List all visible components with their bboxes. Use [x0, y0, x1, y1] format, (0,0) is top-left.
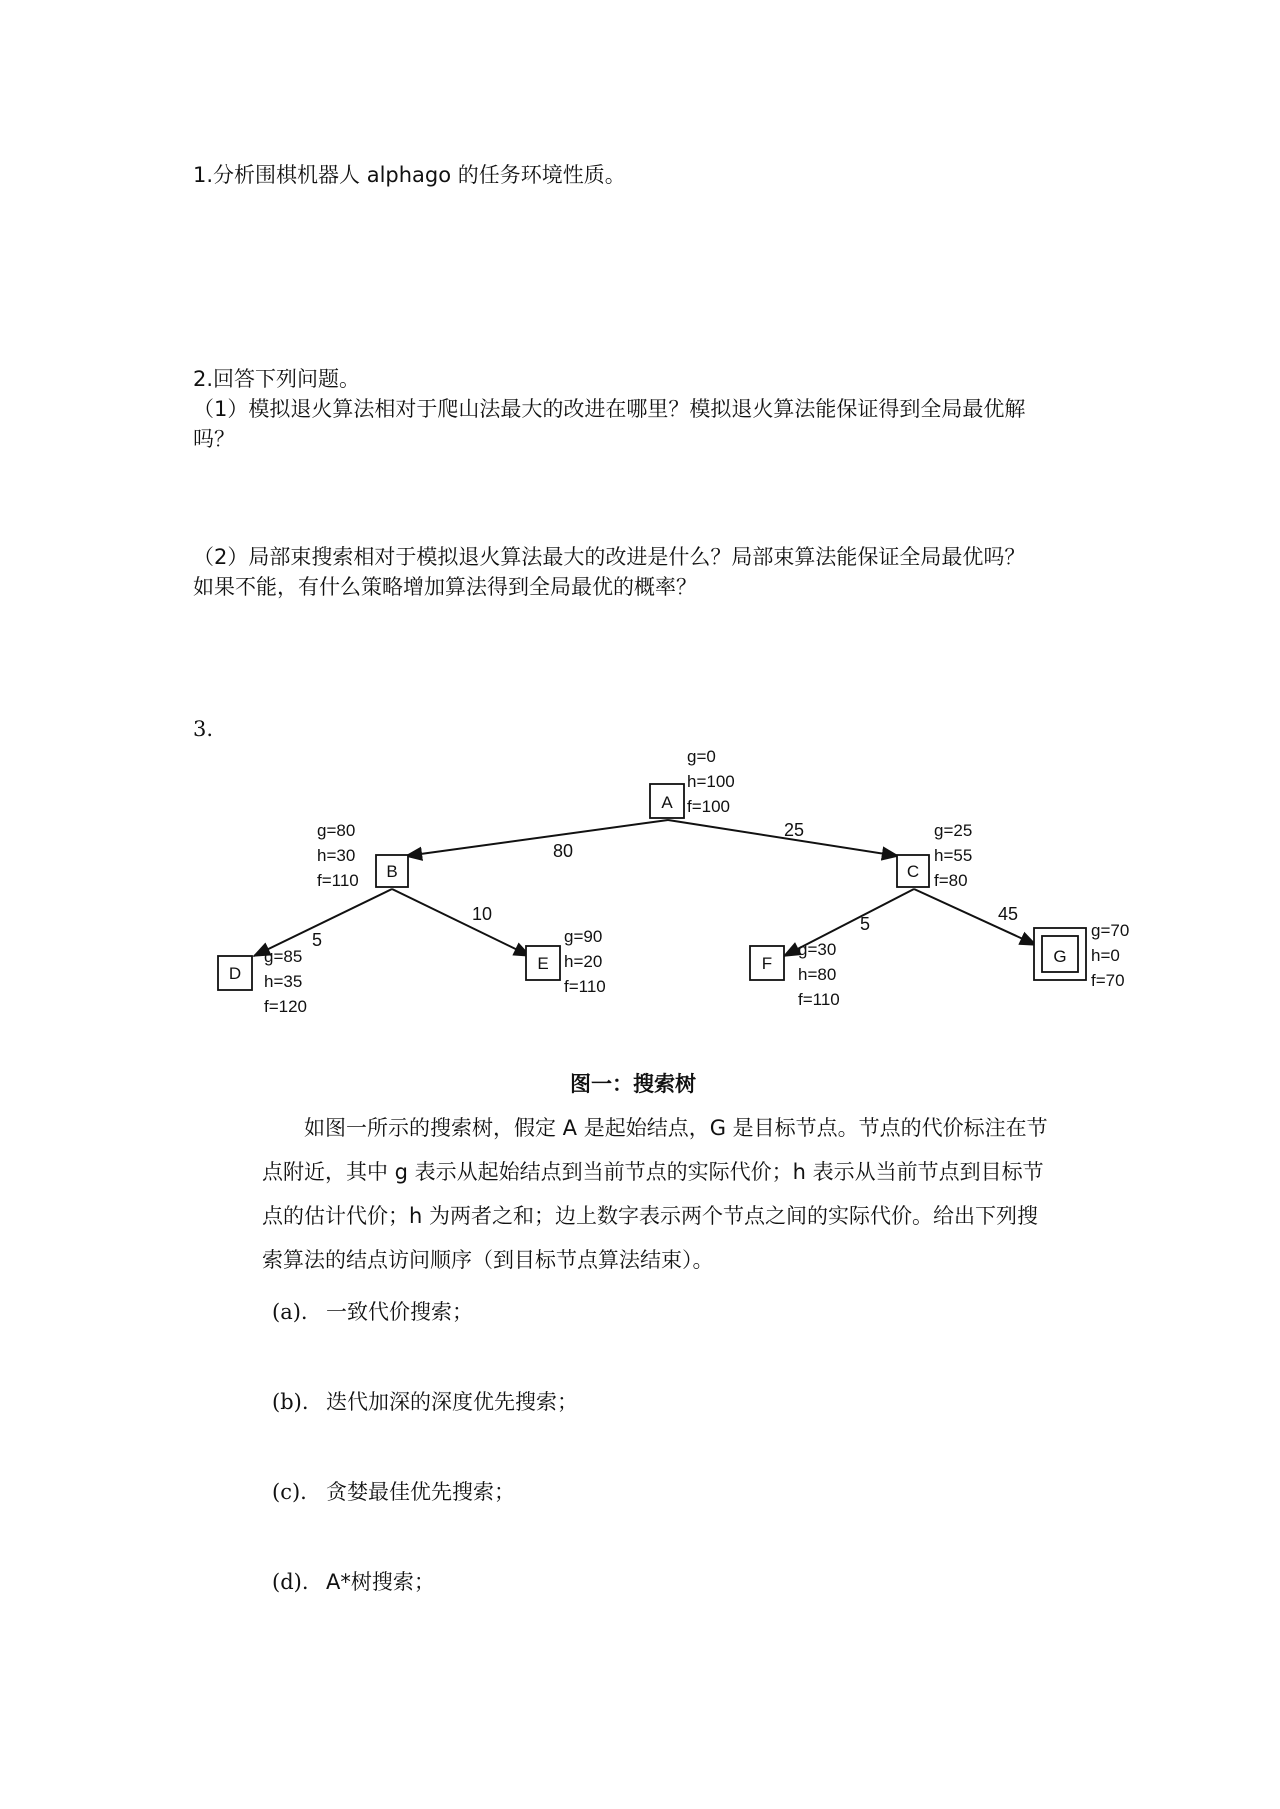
edge-cost-c-f: 5 — [860, 914, 871, 934]
node-a-g: g=0 — [687, 747, 716, 766]
sub-question-d-label: (d). — [272, 1570, 309, 1594]
edge-cost-c-g: 45 — [998, 904, 1019, 924]
node-d-f: f=120 — [264, 997, 308, 1016]
node-d-label: D — [228, 964, 242, 983]
sub-question-b-text: 迭代加深的深度优先搜索； — [326, 1390, 578, 1414]
node-g-g: g=70 — [1091, 921, 1130, 940]
sub-question-d-text: A*树搜索； — [326, 1570, 435, 1594]
paragraph-line-3: 点的估计代价；h 为两者之和；边上数字表示两个节点之间的实际代价。给出下列搜 — [262, 1204, 1038, 1228]
question-3-paragraph — [262, 1106, 1094, 1282]
edge-b-d — [254, 889, 392, 956]
node-c-label: C — [906, 862, 920, 881]
edge-b-e — [392, 889, 530, 956]
node-e-h: h=20 — [564, 952, 603, 971]
node-a-f: f=100 — [687, 797, 731, 816]
sub-question-c-text: 贪婪最佳优先搜索； — [326, 1480, 515, 1504]
paragraph-line-2: 点附近，其中 g 表示从起始结点到当前节点的实际代价；h 表示从当前节点到目标节 — [262, 1160, 1044, 1184]
node-f-h: h=80 — [798, 965, 837, 984]
edge-a-c — [668, 820, 898, 856]
sub-question-b-label: (b). — [272, 1390, 309, 1414]
node-d-g: g=85 — [264, 947, 303, 966]
edge-a-b — [406, 820, 668, 856]
question-1: 1.分析围棋机器人 alphago 的任务环境性质。 — [193, 163, 626, 187]
node-e-f: f=110 — [564, 977, 606, 996]
node-f-label: F — [761, 954, 773, 973]
question-2-part-2-line-1: （2）局部束搜索相对于模拟退火算法最大的改进是什么？局部束算法能保证全局最优吗？ — [193, 545, 1026, 569]
node-b-f: f=110 — [317, 871, 359, 890]
node-e-g: g=90 — [564, 927, 603, 946]
node-g-h: h=0 — [1091, 946, 1120, 965]
node-g-f: f=70 — [1091, 971, 1125, 990]
sub-question-b — [272, 1386, 578, 1416]
node-d-h: h=35 — [264, 972, 303, 991]
node-c-f: f=80 — [934, 871, 968, 890]
edge-cost-b-e: 10 — [472, 904, 493, 924]
node-a-label: A — [661, 793, 673, 812]
question-3-number: 3. — [193, 717, 214, 741]
sub-question-a-label: (a). — [272, 1300, 308, 1324]
node-e-label: E — [537, 954, 549, 973]
edge-cost-a-c: 25 — [784, 820, 805, 840]
question-2-part-1-line-1: （1）模拟退火算法相对于爬山法最大的改进在哪里？模拟退火算法能保证得到全局最优解 — [193, 397, 1026, 421]
node-b-g: g=80 — [317, 821, 356, 840]
sub-question-a-text: 一致代价搜索； — [326, 1300, 473, 1324]
figure-caption: 图一：搜索树 — [570, 1072, 696, 1096]
sub-question-a — [272, 1296, 473, 1326]
node-a-h: h=100 — [687, 772, 735, 791]
sub-question-d — [272, 1566, 435, 1596]
edge-cost-b-d: 5 — [312, 930, 323, 950]
edge-cost-a-b: 80 — [553, 841, 574, 861]
node-c-g: g=25 — [934, 821, 973, 840]
question-2-title: 2.回答下列问题。 — [193, 367, 361, 391]
node-b-h: h=30 — [317, 846, 356, 865]
node-b-label: B — [386, 862, 398, 881]
question-2-part-2-line-2: 如果不能，有什么策略增加算法得到全局最优的概率？ — [193, 575, 697, 599]
node-g-label: G — [1053, 947, 1067, 966]
node-c-h: h=55 — [934, 846, 973, 865]
node-f-g: g=30 — [798, 940, 837, 959]
paragraph-line-1: 如图一所示的搜索树，假定 A 是起始结点，G 是目标节点。节点的代价标注在节 — [304, 1116, 1048, 1140]
question-2-part-1-line-2: 吗？ — [193, 427, 235, 451]
paragraph-line-4: 索算法的结点访问顺序（到目标节点算法结束）。 — [262, 1248, 714, 1272]
sub-question-c-label: (c). — [272, 1480, 307, 1504]
node-f-f: f=110 — [798, 990, 840, 1009]
sub-question-c — [272, 1476, 515, 1506]
